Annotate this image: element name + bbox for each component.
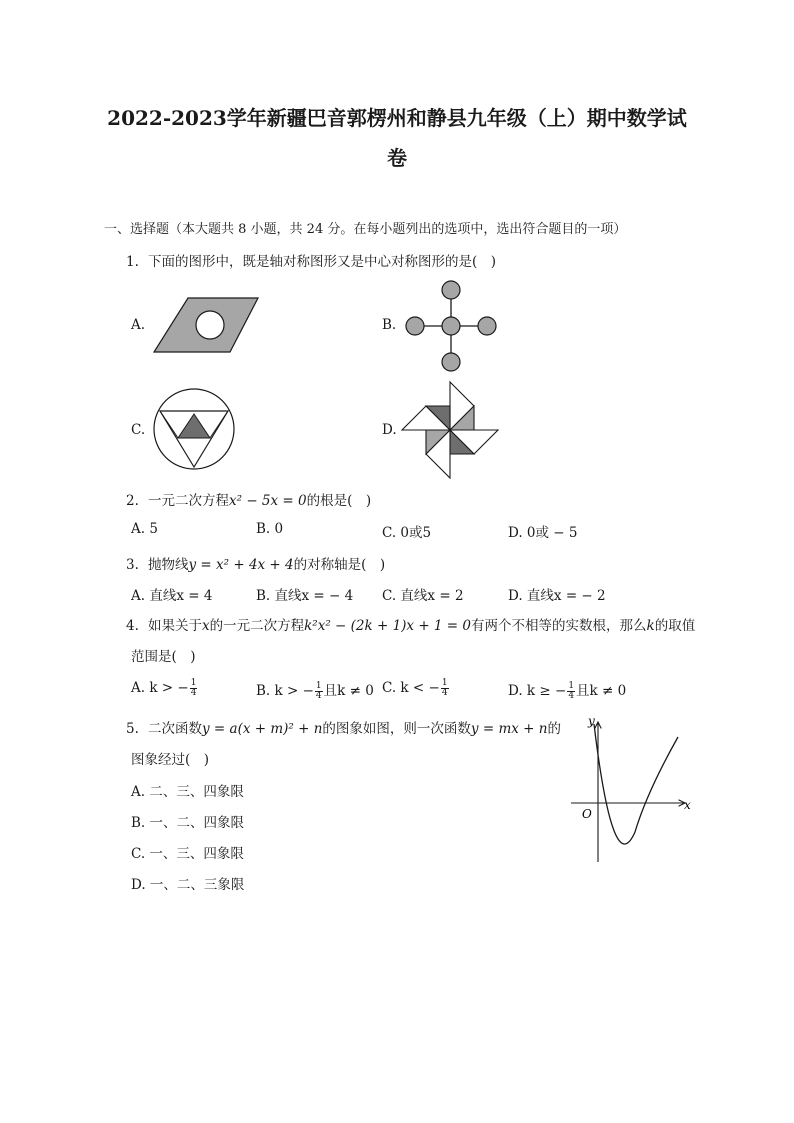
q4-option-d[interactable] bbox=[508, 679, 626, 701]
pinwheel-figure bbox=[400, 380, 500, 480]
circle-triangles-figure bbox=[150, 385, 240, 475]
question-number: 2. bbox=[126, 493, 139, 509]
question-text-end: 的对称轴是( ) bbox=[293, 557, 386, 573]
question-5 bbox=[126, 717, 561, 737]
option-label: D. k ≥ − bbox=[508, 683, 567, 699]
question-number: 5. bbox=[126, 721, 139, 737]
question-text: 的取值 bbox=[654, 618, 696, 634]
equation: y = mx + n bbox=[470, 721, 548, 737]
question-3 bbox=[126, 553, 385, 573]
fraction bbox=[567, 682, 575, 701]
q1-option-d[interactable]: D. bbox=[382, 422, 397, 438]
q5-option-b[interactable]: B. 一、二、四象限 bbox=[131, 815, 245, 831]
q5-option-a[interactable]: A. 二、三、四象限 bbox=[131, 784, 244, 800]
question-4-line2: 范围是( ) bbox=[131, 649, 196, 665]
q4-option-c[interactable] bbox=[382, 679, 450, 698]
question-5-line2: 图象经过( ) bbox=[131, 752, 210, 768]
parabola-curve bbox=[594, 724, 678, 844]
section-header: 一、选择题（本大题共 8 小题，共 24 分。在每小题列出的选项中，选出符合题目的一项） bbox=[104, 222, 627, 237]
question-text: 的图象如图，则一次函数 bbox=[322, 721, 471, 737]
question-text: 下面的图形中，既是轴对称图形又是中心对称图形的是( ) bbox=[148, 254, 497, 270]
q3-option-c[interactable]: C. 直线x = 2 bbox=[382, 588, 464, 604]
frac-den: 4 bbox=[441, 688, 448, 698]
q4-option-a[interactable] bbox=[131, 679, 198, 698]
origin-label: O bbox=[582, 807, 592, 821]
q3-option-a[interactable]: A. 直线x = 4 bbox=[131, 588, 213, 604]
question-4 bbox=[126, 614, 695, 634]
y-axis-label: y bbox=[588, 714, 595, 728]
question-1 bbox=[126, 250, 496, 270]
q5-option-d[interactable]: D. 一、二、三象限 bbox=[131, 877, 245, 893]
equation: y = a(x + m)² + n bbox=[202, 721, 323, 737]
cross-circles-figure bbox=[402, 280, 502, 375]
fraction bbox=[441, 679, 449, 698]
option-suffix: 且k ≠ 0 bbox=[576, 683, 627, 699]
q1-option-c[interactable]: C. bbox=[131, 422, 146, 438]
question-text: 的 bbox=[547, 721, 561, 737]
question-text-end: 的根是( ) bbox=[306, 493, 372, 509]
x-axis-label: x bbox=[684, 798, 691, 812]
page-title-line2: 卷 bbox=[387, 146, 407, 170]
question-text: 有两个不相等的实数根，那么 bbox=[471, 618, 647, 634]
fraction bbox=[315, 682, 323, 701]
question-2 bbox=[126, 489, 371, 509]
question-text: 二次函数 bbox=[148, 721, 202, 737]
frac-num: 1 bbox=[315, 681, 322, 691]
variable-x: x bbox=[202, 618, 210, 634]
q2-option-b[interactable]: B. 0 bbox=[256, 521, 284, 537]
option-label: B. k > − bbox=[256, 683, 314, 699]
frac-den: 4 bbox=[315, 691, 322, 701]
question-number: 1. bbox=[126, 254, 139, 270]
q4-option-b[interactable] bbox=[256, 679, 374, 701]
question-text: 如果关于 bbox=[148, 618, 202, 634]
frac-den: 4 bbox=[568, 691, 575, 701]
q2-option-a[interactable]: A. 5 bbox=[131, 521, 158, 537]
q5-option-c[interactable]: C. 一、三、四象限 bbox=[131, 846, 244, 862]
q2-option-d[interactable]: D. 0或 − 5 bbox=[508, 525, 578, 541]
equation: x² − 5x = 0 bbox=[229, 493, 307, 509]
question-number: 3. bbox=[126, 557, 139, 573]
question-text: 一元二次方程 bbox=[148, 493, 229, 509]
frac-num: 1 bbox=[190, 678, 197, 688]
option-label: A. k > − bbox=[131, 680, 189, 696]
q1-option-b[interactable]: B. bbox=[382, 317, 397, 333]
parabola-graph bbox=[565, 712, 695, 867]
q1-option-a[interactable]: A. bbox=[131, 317, 146, 333]
variable-k: k bbox=[646, 618, 655, 634]
frac-num: 1 bbox=[441, 678, 448, 688]
question-number: 4. bbox=[126, 618, 139, 634]
q2-option-c[interactable]: C. 0或5 bbox=[382, 525, 432, 541]
question-text: 抛物线 bbox=[148, 557, 189, 573]
page-title: 2022-2023学年新疆巴音郭楞州和静县九年级（上）期中数学试 bbox=[107, 106, 687, 130]
q3-option-b[interactable]: B. 直线x = − 4 bbox=[256, 588, 354, 604]
equation: y = x² + 4x + 4 bbox=[188, 557, 294, 573]
option-suffix: 且k ≠ 0 bbox=[323, 683, 374, 699]
q3-option-d[interactable]: D. 直线x = − 2 bbox=[508, 588, 606, 604]
question-text: 的一元二次方程 bbox=[209, 618, 305, 634]
parallelogram-circle-figure bbox=[150, 295, 260, 357]
option-label: C. k < − bbox=[382, 680, 440, 696]
fraction bbox=[190, 679, 198, 698]
frac-num: 1 bbox=[568, 681, 575, 691]
equation: k²x² − (2k + 1)x + 1 = 0 bbox=[304, 618, 472, 634]
frac-den: 4 bbox=[190, 688, 197, 698]
